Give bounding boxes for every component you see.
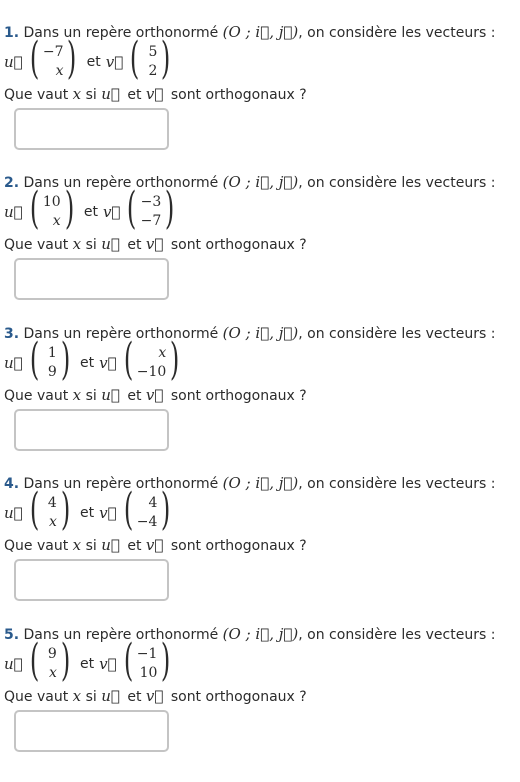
component-column	[137, 344, 167, 382]
component: 5	[148, 44, 158, 60]
vectors-line	[4, 334, 184, 386]
component: 4	[148, 495, 158, 511]
question-u-symbol: u⃗	[101, 85, 120, 103]
right-paren: )	[60, 635, 71, 686]
answer-input[interactable]	[14, 108, 169, 150]
right-paren: )	[161, 484, 171, 535]
component: 4	[47, 495, 57, 511]
exercise-number: 2.	[4, 175, 20, 191]
question-start: Que vaut	[4, 87, 69, 103]
question-end: sont orthogonaux ?	[170, 689, 307, 705]
vector-v-components	[126, 33, 174, 84]
left-paren: (	[130, 33, 140, 84]
vector-u-symbol: u⃗	[4, 354, 23, 372]
component: −3	[140, 194, 162, 210]
vector-u-symbol: u⃗	[4, 203, 23, 221]
question-v-symbol: v⃗	[145, 687, 164, 705]
question-u-symbol: u⃗	[101, 386, 120, 404]
vector-u-symbol: u⃗	[4, 53, 23, 71]
component: x	[55, 63, 64, 79]
component-column	[43, 193, 61, 231]
frame-notation: (O ; i⃗, j⃗)	[222, 625, 299, 643]
component: x	[48, 514, 57, 530]
component: x	[158, 345, 167, 361]
question-variable: x	[72, 85, 82, 103]
vectors-line	[4, 484, 175, 536]
component: −7	[140, 213, 162, 229]
component-column	[137, 645, 158, 683]
vector-u-components	[26, 183, 78, 234]
statement-end: , on considère les vecteurs :	[298, 476, 496, 492]
statement-intro: Dans un repère orthonormé	[23, 476, 219, 492]
question-and: et	[127, 689, 142, 705]
exercise-number: 3.	[4, 326, 20, 342]
frame-notation: (O ; i⃗, j⃗)	[222, 474, 299, 492]
question-mid: si	[85, 87, 97, 103]
statement-intro: Dans un repère orthonormé	[23, 25, 219, 41]
and-label: et	[83, 204, 98, 220]
vector-v-components	[120, 635, 175, 686]
vectors-line	[4, 33, 175, 85]
statement-end: , on considère les vecteurs :	[298, 326, 496, 342]
component: 10	[139, 665, 158, 681]
question-and: et	[127, 237, 142, 253]
question-v-symbol: v⃗	[145, 235, 164, 253]
question-u-symbol: u⃗	[101, 687, 120, 705]
vector-v-components	[120, 334, 184, 385]
left-paren: (	[127, 183, 137, 234]
vector-u-symbol: u⃗	[4, 655, 23, 673]
and-label: et	[80, 355, 95, 371]
right-paren: )	[60, 484, 71, 535]
question-end: sont orthogonaux ?	[170, 388, 307, 404]
left-paren: (	[123, 484, 133, 535]
right-paren: )	[161, 33, 171, 84]
question-u-symbol: u⃗	[101, 235, 120, 253]
vector-v-components	[123, 183, 178, 234]
component-column	[141, 193, 162, 231]
question-and: et	[127, 87, 142, 103]
left-paren: (	[29, 33, 39, 84]
question-start: Que vaut	[4, 689, 69, 705]
vectors-line	[4, 183, 178, 235]
question-text	[4, 235, 307, 254]
and-label: et	[80, 505, 95, 521]
and-label: et	[86, 54, 101, 70]
question-and: et	[127, 538, 142, 554]
left-paren: (	[29, 635, 39, 686]
component: 2	[148, 63, 158, 79]
question-start: Que vaut	[4, 538, 69, 554]
answer-input[interactable]	[14, 559, 169, 601]
question-u-symbol: u⃗	[101, 536, 120, 554]
answer-input[interactable]	[14, 409, 169, 451]
question-text	[4, 386, 307, 405]
component: x	[52, 213, 61, 229]
component-column	[43, 344, 57, 382]
question-start: Que vaut	[4, 388, 69, 404]
left-paren: (	[123, 334, 133, 385]
question-variable: x	[72, 687, 82, 705]
answer-input[interactable]	[14, 710, 169, 752]
question-end: sont orthogonaux ?	[170, 87, 307, 103]
answer-input[interactable]	[14, 258, 169, 300]
left-paren: (	[29, 484, 39, 535]
component: 1	[47, 345, 57, 361]
component: −4	[136, 514, 158, 530]
exercise-number: 1.	[4, 25, 20, 41]
vectors-line	[4, 635, 175, 687]
vector-u-symbol: u⃗	[4, 504, 23, 522]
statement-end: , on considère les vecteurs :	[298, 175, 496, 191]
question-text	[4, 85, 307, 104]
question-variable: x	[72, 536, 82, 554]
frame-notation: (O ; i⃗, j⃗)	[222, 173, 299, 191]
component-column	[43, 494, 57, 532]
vector-v-symbol: v⃗	[99, 504, 117, 522]
frame-notation: (O ; i⃗, j⃗)	[222, 324, 299, 342]
component-column	[137, 494, 158, 532]
component: 10	[42, 194, 61, 210]
question-variable: x	[72, 386, 82, 404]
question-variable: x	[72, 235, 82, 253]
frame-notation: (O ; i⃗, j⃗)	[222, 23, 299, 41]
right-paren: )	[165, 183, 175, 234]
component: −7	[42, 44, 64, 60]
question-v-symbol: v⃗	[145, 536, 164, 554]
question-start: Que vaut	[4, 237, 69, 253]
right-paren: )	[67, 33, 77, 84]
component: 9	[47, 364, 57, 380]
component: −1	[136, 646, 158, 662]
statement-end: , on considère les vecteurs :	[298, 627, 496, 643]
statement-end: , on considère les vecteurs :	[298, 25, 496, 41]
left-paren: (	[123, 635, 133, 686]
vector-v-symbol: v⃗	[99, 655, 117, 673]
vector-v-symbol: v⃗	[99, 354, 117, 372]
component-column	[43, 43, 64, 81]
left-paren: (	[29, 183, 39, 234]
statement-intro: Dans un repère orthonormé	[23, 627, 219, 643]
question-mid: si	[85, 388, 97, 404]
question-mid: si	[85, 237, 97, 253]
vector-v-symbol: v⃗	[102, 203, 121, 221]
statement-intro: Dans un repère orthonormé	[23, 326, 219, 342]
right-paren: )	[64, 183, 74, 234]
right-paren: )	[60, 334, 71, 385]
vector-u-components	[26, 484, 74, 535]
exercise-number: 5.	[4, 627, 20, 643]
component: 9	[47, 646, 57, 662]
vector-u-components	[26, 334, 74, 385]
vector-u-components	[26, 635, 74, 686]
question-end: sont orthogonaux ?	[170, 538, 307, 554]
component-column	[43, 645, 57, 683]
question-text	[4, 536, 307, 555]
exercise-number: 4.	[4, 476, 20, 492]
statement-intro: Dans un repère orthonormé	[23, 175, 219, 191]
component: x	[48, 665, 57, 681]
question-text	[4, 687, 307, 706]
right-paren: )	[161, 635, 171, 686]
vector-u-components	[26, 33, 81, 84]
question-and: et	[127, 388, 142, 404]
and-label: et	[80, 656, 95, 672]
left-paren: (	[29, 334, 39, 385]
question-v-symbol: v⃗	[145, 85, 164, 103]
vector-v-components	[120, 484, 175, 535]
component-column	[143, 43, 157, 81]
component: −10	[136, 364, 167, 380]
question-mid: si	[85, 538, 97, 554]
question-end: sont orthogonaux ?	[170, 237, 307, 253]
question-mid: si	[85, 689, 97, 705]
question-v-symbol: v⃗	[145, 386, 164, 404]
right-paren: )	[170, 334, 180, 385]
vector-v-symbol: v⃗	[105, 53, 124, 71]
